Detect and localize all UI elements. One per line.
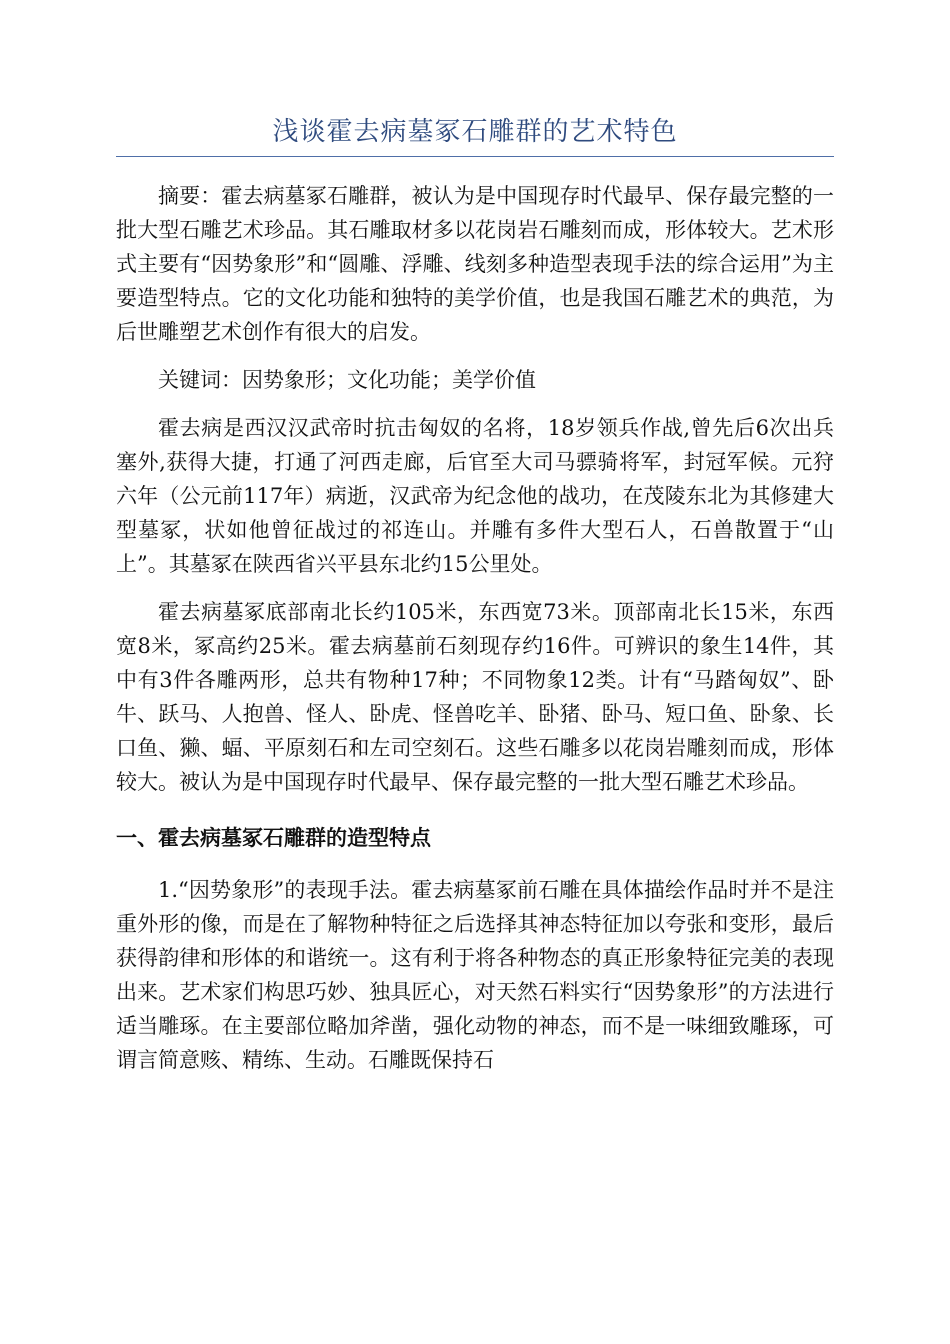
tomb-description-paragraph: 霍去病墓冢底部南北长约105米，东西宽73米。顶部南北长15米，东西宽8米，冢高约25米。霍去病墓前石刻现存约16件。可辨识的象生14件，其中有3件各雕两形，总共有物种17种；不同物象12类。计有“马踏匈奴”、卧牛、跃马、人抱兽、怪人、卧虎、怪兽吃羊、卧猪、卧马、短口鱼、卧象、长口鱼、獭、蝠、平原刻石和左司空刻石。这些石雕多以花岗岩雕刻而成，形体较大。被认为是中国现存时代最早、保存最完整的一批大型石雕艺术珍品。: [116, 600, 834, 794]
keywords-paragraph: 关键词：因势象形；文化功能；美学价值: [158, 368, 536, 392]
section-paragraph: 1.“因势象形”的表现手法。霍去病墓冢前石雕在具体描绘作品时并不是注重外形的像，而是在了解物种特征之后选择其神态特征加以夸张和变形，最后获得韵律和形体的和谐统一。这有利于将各种物态的真正形象特征完美的表现出来。艺术家们构思巧妙、独具匠心，对天然石料实行“因势象形”的方法进行适当雕琢。在主要部位略加斧凿，强化动物的神态，而不是一味细致雕琢，可谓言简意赅、精练、生动。石雕既保持石: [116, 878, 834, 1072]
abstract-paragraph: 摘要：霍去病墓冢石雕群，被认为是中国现存时代最早、保存最完整的一批大型石雕艺术珍品。其石雕取材多以花岗岩石雕刻而成，形体较大。艺术形式主要有“因势象形”和“圆雕、浮雕、线刻多种造型表现手法的综合运用”为主要造型特点。它的文化功能和独特的美学价值，也是我国石雕艺术的典范，为后世雕塑艺术创作有很大的启发。: [116, 184, 834, 344]
intro-paragraph: 霍去病是西汉汉武帝时抗击匈奴的名将，18岁领兵作战,曾先后6次出兵塞外,获得大捷，打通了河西走廊，后官至大司马骠骑将军，封冠军候。元狩六年（公元前117年）病逝，汉武帝为纪念他的战功，在茂陵东北为其修建大型墓冢，状如他曾征战过的祁连山。并雕有多件大型石人，石兽散置于“山上”。其墓冢在陕西省兴平县东北约15公里处。: [116, 416, 834, 576]
document-title: 浅谈霍去病墓冢石雕群的艺术特色: [116, 110, 834, 157]
section-heading: 一、霍去病墓冢石雕群的造型特点: [116, 825, 431, 850]
document-page: [116, 110, 834, 1077]
